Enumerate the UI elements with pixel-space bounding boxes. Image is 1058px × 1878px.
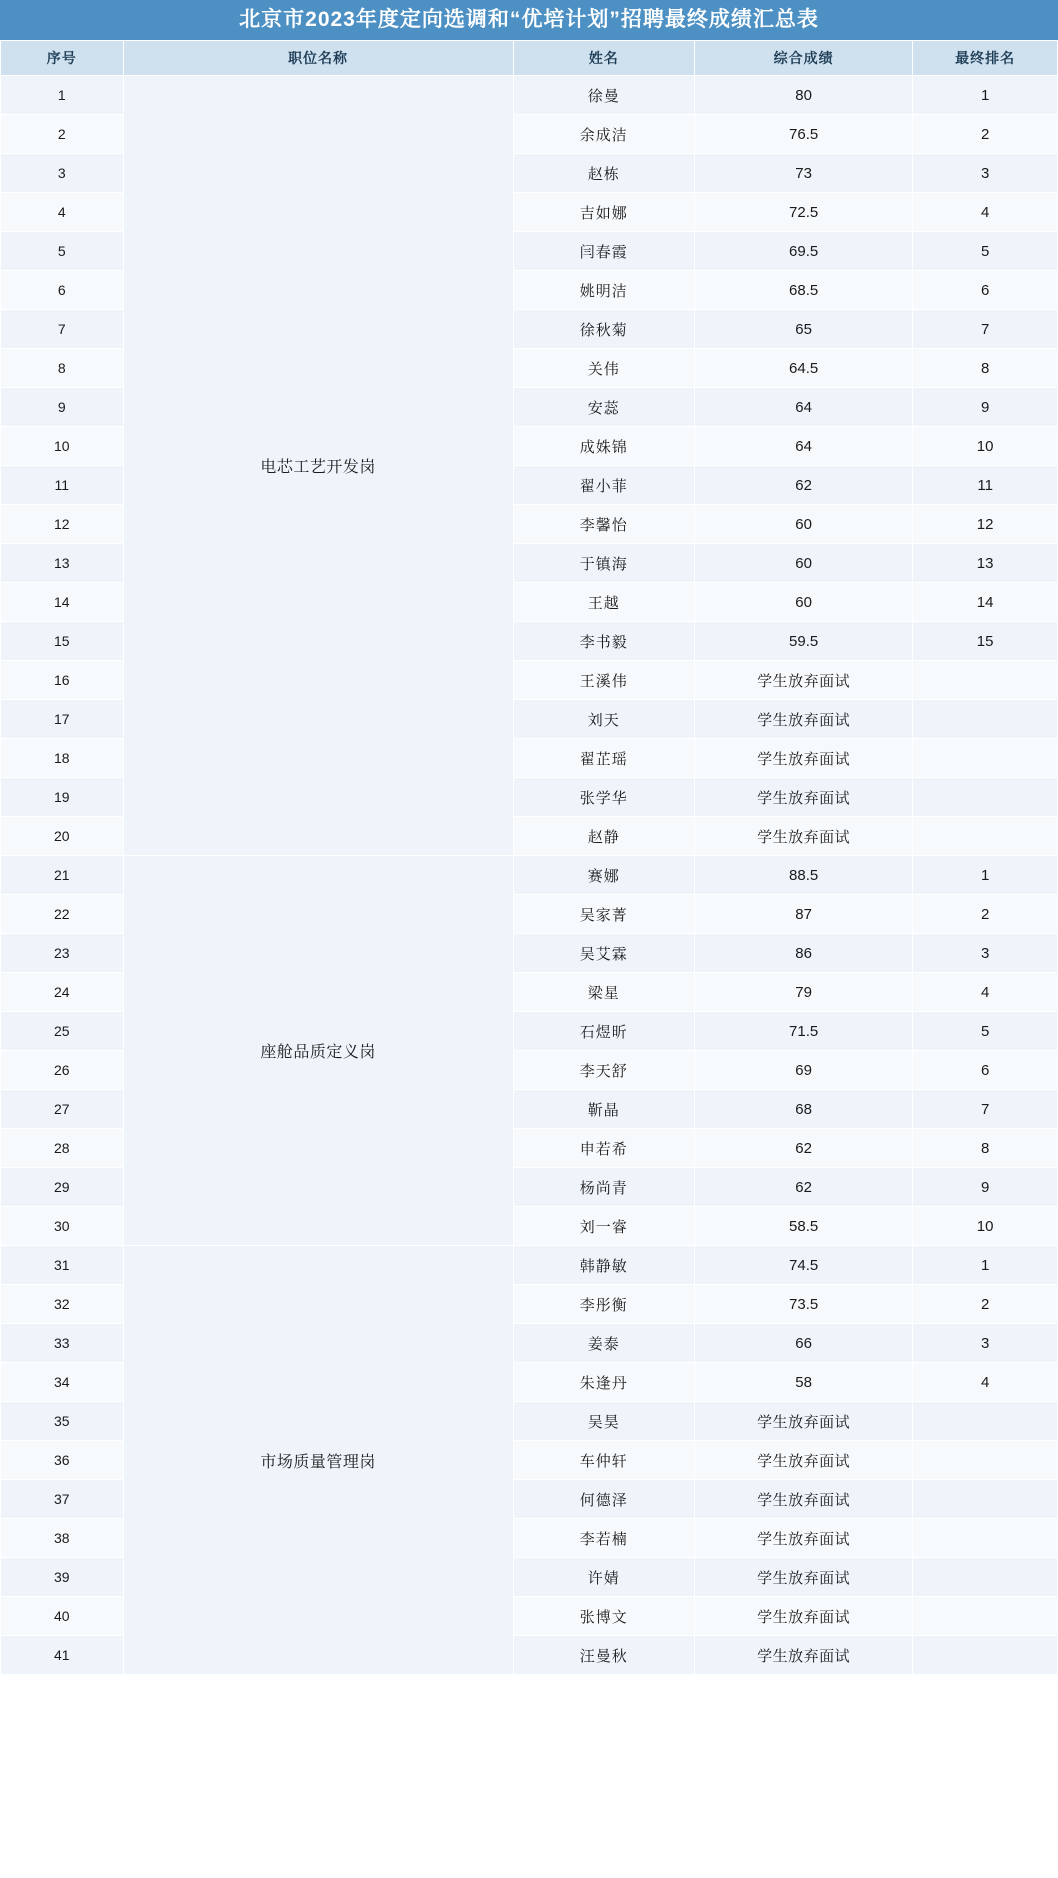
cell-rank: 4 bbox=[913, 1363, 1058, 1402]
cell-score: 59.5 bbox=[695, 622, 913, 661]
cell-score: 79 bbox=[695, 973, 913, 1012]
cell-score: 76.5 bbox=[695, 115, 913, 154]
cell-index: 13 bbox=[1, 544, 124, 583]
cell-index: 8 bbox=[1, 349, 124, 388]
cell-score: 学生放弃面试 bbox=[695, 1402, 913, 1441]
cell-score: 学生放弃面试 bbox=[695, 1480, 913, 1519]
cell-score: 学生放弃面试 bbox=[695, 1519, 913, 1558]
cell-name: 李书毅 bbox=[513, 622, 694, 661]
cell-index: 12 bbox=[1, 505, 124, 544]
cell-score: 72.5 bbox=[695, 193, 913, 232]
cell-index: 25 bbox=[1, 1012, 124, 1051]
cell-name: 张博文 bbox=[513, 1597, 694, 1636]
cell-name: 赛娜 bbox=[513, 856, 694, 895]
cell-name: 王溪伟 bbox=[513, 661, 694, 700]
cell-name: 许婧 bbox=[513, 1558, 694, 1597]
column-header-rank: 最终排名 bbox=[913, 41, 1058, 76]
cell-rank: 5 bbox=[913, 232, 1058, 271]
cell-score: 80 bbox=[695, 76, 913, 115]
table-row bbox=[1, 76, 1058, 115]
cell-index: 16 bbox=[1, 661, 124, 700]
table-body bbox=[1, 76, 1058, 1675]
cell-score: 学生放弃面试 bbox=[695, 1558, 913, 1597]
cell-name: 姜泰 bbox=[513, 1324, 694, 1363]
cell-name: 姚明洁 bbox=[513, 271, 694, 310]
cell-name: 朱逢丹 bbox=[513, 1363, 694, 1402]
cell-name: 李彤衡 bbox=[513, 1285, 694, 1324]
cell-name: 靳晶 bbox=[513, 1090, 694, 1129]
cell-index: 35 bbox=[1, 1402, 124, 1441]
cell-position: 市场质量管理岗 bbox=[123, 1246, 513, 1675]
cell-name: 闫春霞 bbox=[513, 232, 694, 271]
cell-index: 3 bbox=[1, 154, 124, 193]
cell-index: 30 bbox=[1, 1207, 124, 1246]
cell-score: 68 bbox=[695, 1090, 913, 1129]
cell-index: 34 bbox=[1, 1363, 124, 1402]
cell-index: 26 bbox=[1, 1051, 124, 1090]
cell-name: 何德泽 bbox=[513, 1480, 694, 1519]
cell-rank: 3 bbox=[913, 1324, 1058, 1363]
cell-index: 33 bbox=[1, 1324, 124, 1363]
cell-rank: 14 bbox=[913, 583, 1058, 622]
cell-index: 20 bbox=[1, 817, 124, 856]
cell-score: 62 bbox=[695, 1129, 913, 1168]
cell-rank: 1 bbox=[913, 76, 1058, 115]
cell-name: 韩静敏 bbox=[513, 1246, 694, 1285]
cell-score: 62 bbox=[695, 466, 913, 505]
table-header bbox=[1, 41, 1058, 76]
cell-score: 学生放弃面试 bbox=[695, 778, 913, 817]
cell-position: 电芯工艺开发岗 bbox=[123, 76, 513, 856]
cell-index: 6 bbox=[1, 271, 124, 310]
cell-score: 68.5 bbox=[695, 271, 913, 310]
cell-rank bbox=[913, 1441, 1058, 1480]
cell-index: 10 bbox=[1, 427, 124, 466]
cell-score: 学生放弃面试 bbox=[695, 1441, 913, 1480]
cell-index: 31 bbox=[1, 1246, 124, 1285]
cell-name: 翟小菲 bbox=[513, 466, 694, 505]
cell-rank: 3 bbox=[913, 934, 1058, 973]
cell-index: 32 bbox=[1, 1285, 124, 1324]
cell-score: 学生放弃面试 bbox=[695, 739, 913, 778]
cell-index: 28 bbox=[1, 1129, 124, 1168]
results-table bbox=[0, 40, 1058, 1675]
cell-score: 88.5 bbox=[695, 856, 913, 895]
cell-rank bbox=[913, 778, 1058, 817]
cell-name: 吉如娜 bbox=[513, 193, 694, 232]
cell-index: 22 bbox=[1, 895, 124, 934]
cell-score: 73.5 bbox=[695, 1285, 913, 1324]
cell-score: 62 bbox=[695, 1168, 913, 1207]
cell-name: 张学华 bbox=[513, 778, 694, 817]
table-header-row bbox=[1, 41, 1058, 76]
cell-rank bbox=[913, 661, 1058, 700]
column-header-name: 姓名 bbox=[513, 41, 694, 76]
cell-score: 学生放弃面试 bbox=[695, 661, 913, 700]
cell-index: 18 bbox=[1, 739, 124, 778]
cell-rank: 10 bbox=[913, 427, 1058, 466]
cell-rank: 13 bbox=[913, 544, 1058, 583]
table-row bbox=[1, 1246, 1058, 1285]
cell-score: 58 bbox=[695, 1363, 913, 1402]
cell-name: 刘天 bbox=[513, 700, 694, 739]
cell-score: 学生放弃面试 bbox=[695, 700, 913, 739]
cell-index: 41 bbox=[1, 1636, 124, 1675]
cell-name: 徐曼 bbox=[513, 76, 694, 115]
cell-rank: 1 bbox=[913, 856, 1058, 895]
cell-index: 23 bbox=[1, 934, 124, 973]
cell-name: 成姝锦 bbox=[513, 427, 694, 466]
cell-score: 69.5 bbox=[695, 232, 913, 271]
cell-name: 徐秋菊 bbox=[513, 310, 694, 349]
cell-score: 学生放弃面试 bbox=[695, 817, 913, 856]
cell-rank: 8 bbox=[913, 349, 1058, 388]
cell-score: 60 bbox=[695, 583, 913, 622]
cell-score: 64 bbox=[695, 388, 913, 427]
cell-index: 21 bbox=[1, 856, 124, 895]
cell-rank: 7 bbox=[913, 1090, 1058, 1129]
cell-name: 余成洁 bbox=[513, 115, 694, 154]
cell-name: 李若楠 bbox=[513, 1519, 694, 1558]
cell-name: 李馨怡 bbox=[513, 505, 694, 544]
cell-name: 吴昊 bbox=[513, 1402, 694, 1441]
cell-score: 60 bbox=[695, 544, 913, 583]
cell-name: 梁星 bbox=[513, 973, 694, 1012]
cell-index: 38 bbox=[1, 1519, 124, 1558]
cell-index: 39 bbox=[1, 1558, 124, 1597]
cell-rank: 9 bbox=[913, 1168, 1058, 1207]
cell-rank: 7 bbox=[913, 310, 1058, 349]
cell-rank: 6 bbox=[913, 271, 1058, 310]
column-header-index: 序号 bbox=[1, 41, 124, 76]
cell-index: 27 bbox=[1, 1090, 124, 1129]
cell-rank: 10 bbox=[913, 1207, 1058, 1246]
cell-rank: 12 bbox=[913, 505, 1058, 544]
cell-name: 吴家菁 bbox=[513, 895, 694, 934]
cell-score: 71.5 bbox=[695, 1012, 913, 1051]
cell-rank bbox=[913, 700, 1058, 739]
cell-index: 7 bbox=[1, 310, 124, 349]
cell-name: 石煜昕 bbox=[513, 1012, 694, 1051]
cell-index: 15 bbox=[1, 622, 124, 661]
cell-index: 29 bbox=[1, 1168, 124, 1207]
cell-score: 64.5 bbox=[695, 349, 913, 388]
cell-name: 安蕊 bbox=[513, 388, 694, 427]
column-header-position: 职位名称 bbox=[123, 41, 513, 76]
cell-index: 14 bbox=[1, 583, 124, 622]
cell-score: 学生放弃面试 bbox=[695, 1636, 913, 1675]
cell-score: 64 bbox=[695, 427, 913, 466]
cell-name: 申若希 bbox=[513, 1129, 694, 1168]
cell-name: 杨尚青 bbox=[513, 1168, 694, 1207]
cell-rank bbox=[913, 817, 1058, 856]
cell-score: 69 bbox=[695, 1051, 913, 1090]
cell-rank bbox=[913, 1519, 1058, 1558]
cell-rank bbox=[913, 739, 1058, 778]
cell-score: 65 bbox=[695, 310, 913, 349]
cell-name: 车仲轩 bbox=[513, 1441, 694, 1480]
cell-index: 17 bbox=[1, 700, 124, 739]
table-row bbox=[1, 856, 1058, 895]
cell-name: 汪曼秋 bbox=[513, 1636, 694, 1675]
cell-index: 5 bbox=[1, 232, 124, 271]
cell-score: 74.5 bbox=[695, 1246, 913, 1285]
cell-rank bbox=[913, 1480, 1058, 1519]
cell-index: 4 bbox=[1, 193, 124, 232]
cell-name: 李天舒 bbox=[513, 1051, 694, 1090]
cell-rank: 15 bbox=[913, 622, 1058, 661]
cell-rank: 8 bbox=[913, 1129, 1058, 1168]
cell-index: 1 bbox=[1, 76, 124, 115]
cell-name: 王越 bbox=[513, 583, 694, 622]
cell-position: 座舱品质定义岗 bbox=[123, 856, 513, 1246]
cell-index: 2 bbox=[1, 115, 124, 154]
cell-name: 于镇海 bbox=[513, 544, 694, 583]
cell-name: 赵静 bbox=[513, 817, 694, 856]
cell-rank: 2 bbox=[913, 1285, 1058, 1324]
page-title: 北京市2023年度定向选调和“优培计划”招聘最终成绩汇总表 bbox=[0, 0, 1058, 40]
cell-index: 37 bbox=[1, 1480, 124, 1519]
cell-name: 关伟 bbox=[513, 349, 694, 388]
cell-score: 60 bbox=[695, 505, 913, 544]
cell-index: 36 bbox=[1, 1441, 124, 1480]
cell-score: 学生放弃面试 bbox=[695, 1597, 913, 1636]
cell-index: 40 bbox=[1, 1597, 124, 1636]
cell-score: 86 bbox=[695, 934, 913, 973]
cell-rank: 4 bbox=[913, 193, 1058, 232]
cell-name: 翟芷瑶 bbox=[513, 739, 694, 778]
cell-rank: 5 bbox=[913, 1012, 1058, 1051]
cell-rank: 11 bbox=[913, 466, 1058, 505]
cell-rank bbox=[913, 1558, 1058, 1597]
cell-score: 87 bbox=[695, 895, 913, 934]
cell-score: 73 bbox=[695, 154, 913, 193]
cell-rank bbox=[913, 1402, 1058, 1441]
cell-rank: 1 bbox=[913, 1246, 1058, 1285]
cell-name: 吴艾霖 bbox=[513, 934, 694, 973]
cell-index: 19 bbox=[1, 778, 124, 817]
cell-rank: 9 bbox=[913, 388, 1058, 427]
cell-rank: 3 bbox=[913, 154, 1058, 193]
cell-index: 11 bbox=[1, 466, 124, 505]
cell-index: 9 bbox=[1, 388, 124, 427]
cell-rank: 2 bbox=[913, 115, 1058, 154]
column-header-score: 综合成绩 bbox=[695, 41, 913, 76]
cell-rank: 4 bbox=[913, 973, 1058, 1012]
cell-rank: 6 bbox=[913, 1051, 1058, 1090]
cell-name: 赵栋 bbox=[513, 154, 694, 193]
cell-name: 刘一睿 bbox=[513, 1207, 694, 1246]
cell-rank bbox=[913, 1597, 1058, 1636]
cell-score: 66 bbox=[695, 1324, 913, 1363]
cell-index: 24 bbox=[1, 973, 124, 1012]
cell-rank: 2 bbox=[913, 895, 1058, 934]
cell-score: 58.5 bbox=[695, 1207, 913, 1246]
cell-rank bbox=[913, 1636, 1058, 1675]
